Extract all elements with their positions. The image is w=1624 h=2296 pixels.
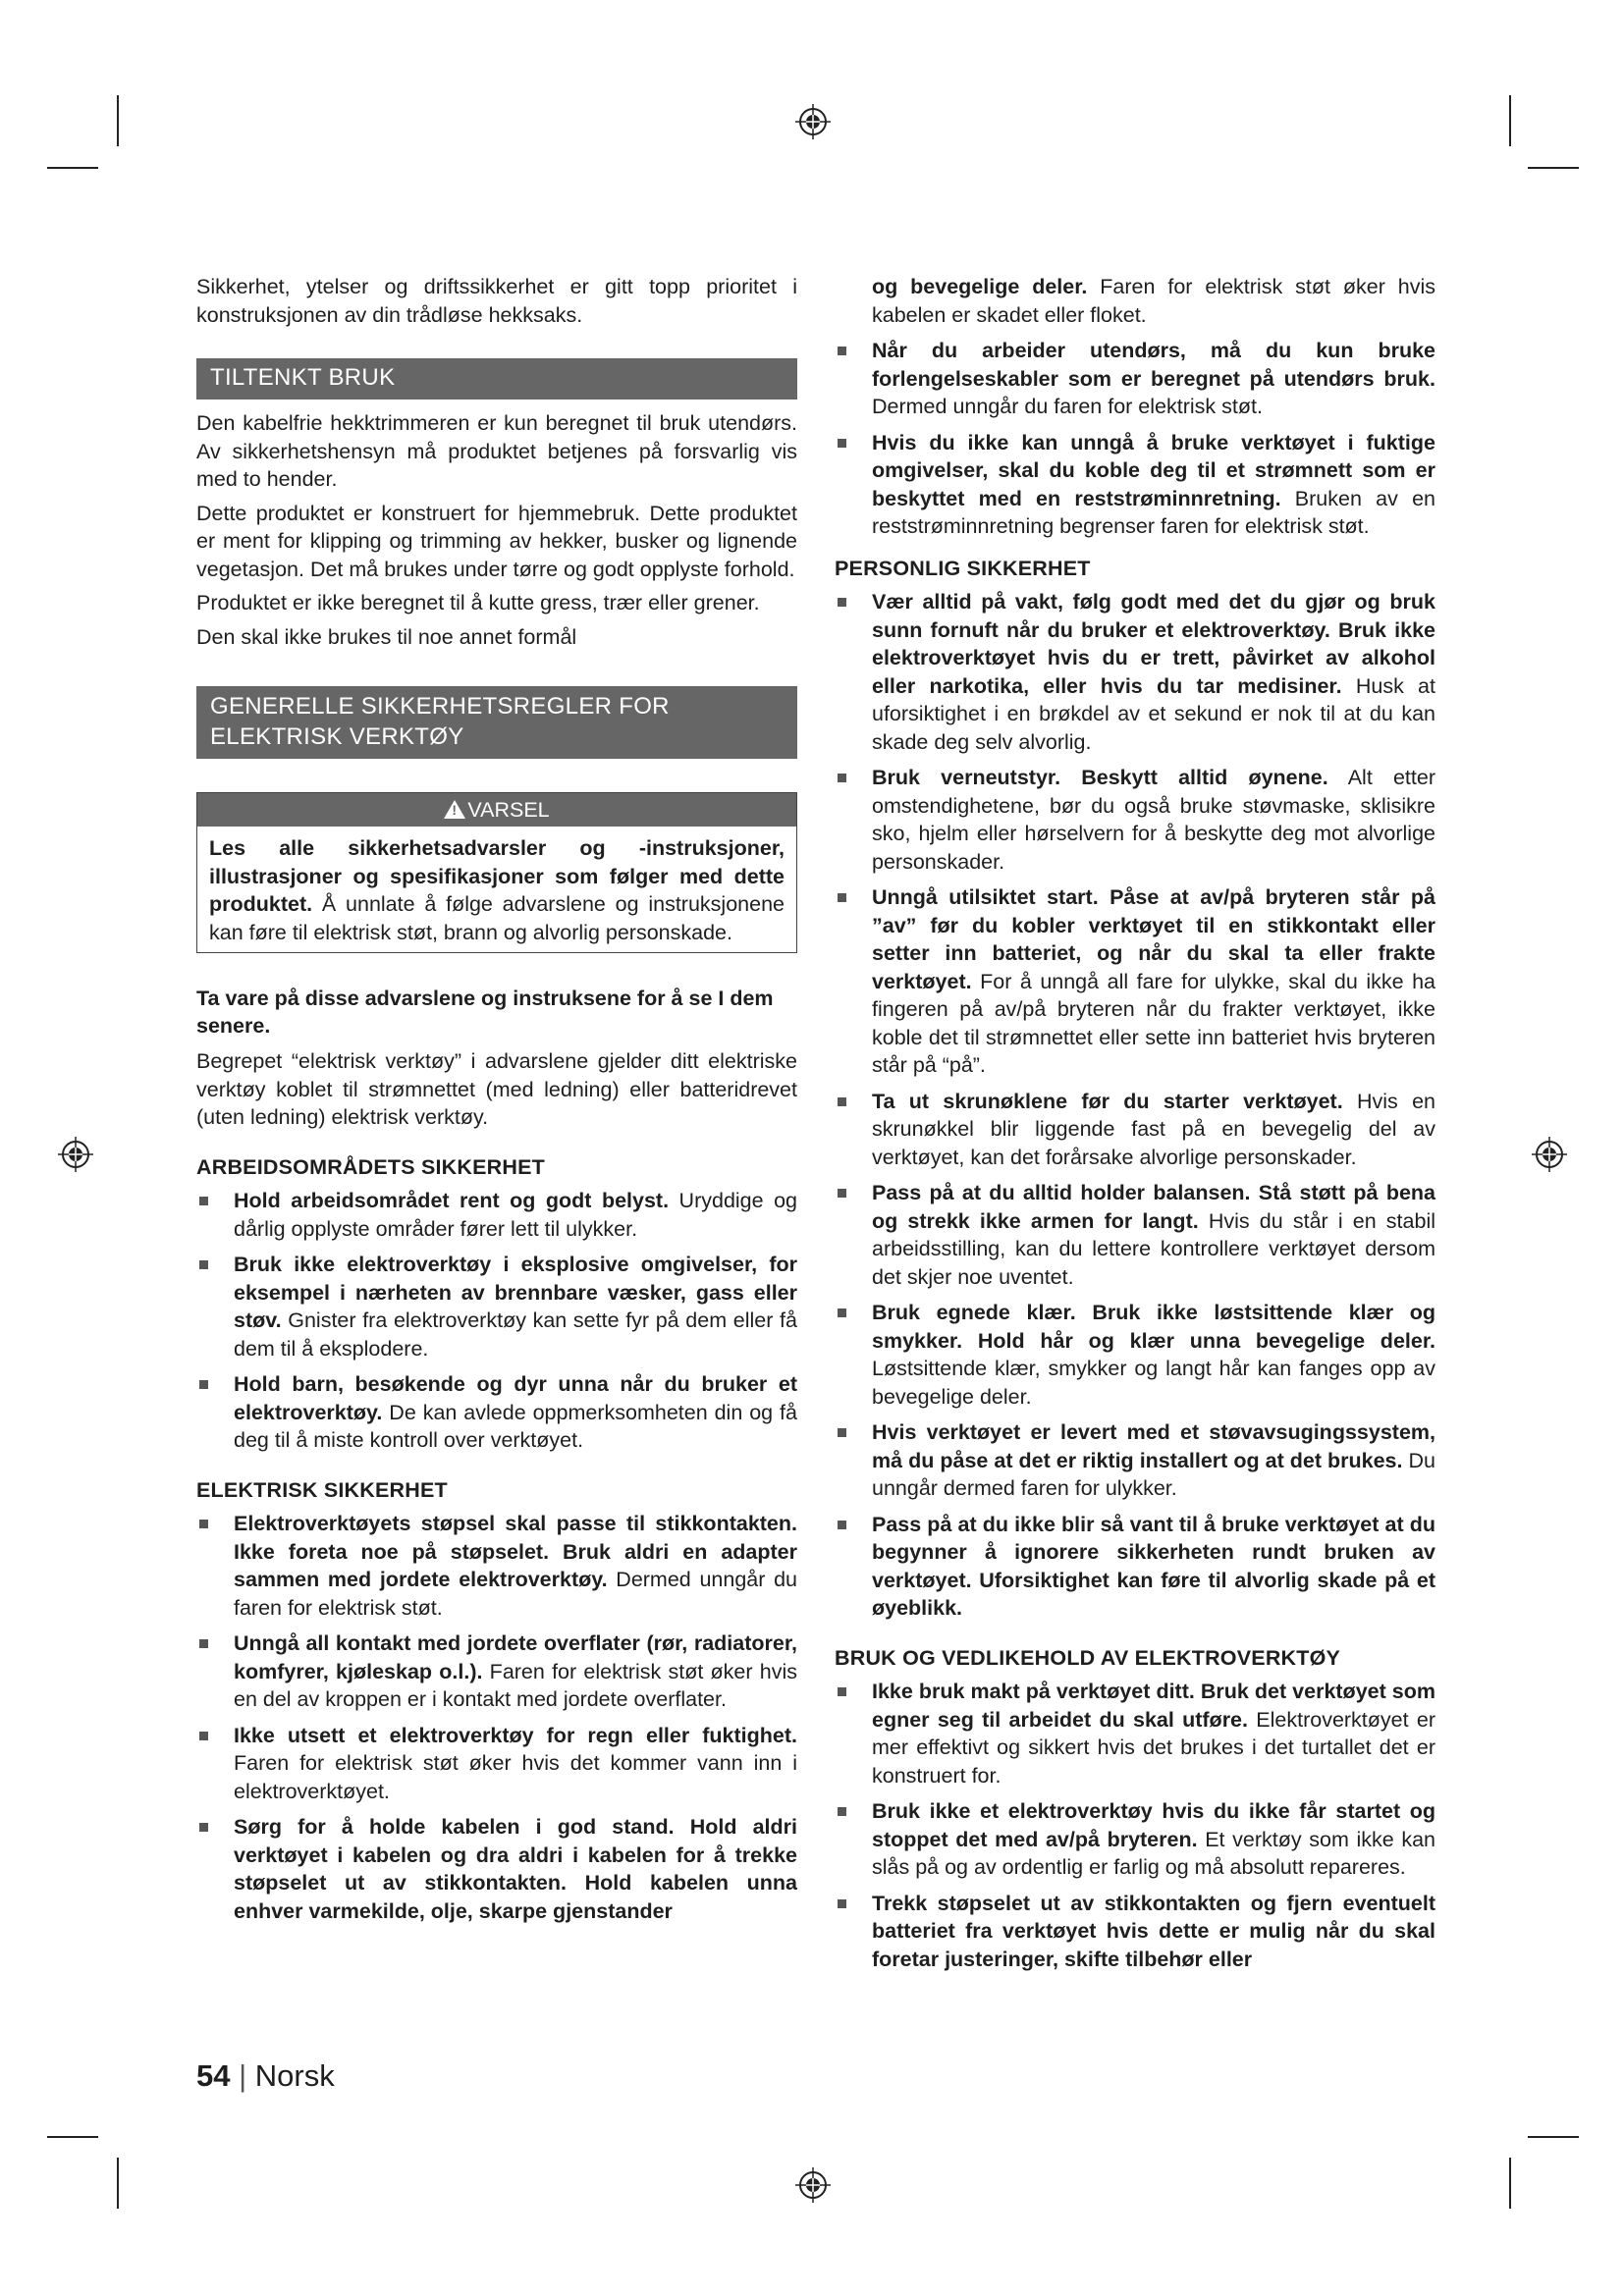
item-text: Hvis en skrunøkkel blir liggende fast på en bevegelig del av verktøyet, kan det forårsake alvorlige personskader. [872, 1089, 1436, 1169]
list-item [835, 1890, 1435, 1974]
bullet-square-icon [838, 439, 846, 448]
bullet-square-icon [838, 1899, 846, 1908]
list-item [835, 883, 1435, 1080]
item-text: Uryddige og dårlig opplyste områder fører lett til ulykker. [234, 1189, 797, 1241]
item-bold: Når du arbeider utendørs, må du kun bruke forlengelseskabler som er beregnet på utendørs bruk. [872, 339, 1435, 391]
item-bold: Ta ut skrunøklene før du starter verktøyet. [872, 1089, 1343, 1113]
list-item [835, 1299, 1435, 1411]
registration-mark-left-icon [56, 1135, 95, 1174]
crop-mark-bottom-left-h [47, 2136, 98, 2138]
bullet-square-icon [838, 1687, 846, 1696]
item-text: Husk at uforsiktighet i en brøkdel av et sekund er nok til at du kan skade deg selv alvorlig. [872, 673, 1435, 754]
personal-list [835, 588, 1435, 1623]
warning-icon-mark: ! [452, 802, 458, 818]
list-item [835, 1511, 1435, 1623]
item-bold: Trekk støpselet ut av stikkontakten og fjern eventuelt batteriet fra verktøyet hvis dette er mulig når du skal foretar justeringer, skifte tilbehør eller [872, 1891, 1435, 1971]
continued-paragraph [835, 273, 1435, 329]
electrical-list-continued [835, 337, 1435, 541]
item-bold: Sørg for å holde kabelen i god stand. Hold aldri verktøyet i kabelen og dra aldri i kabelen for å trekke støpselet ut av stikkontakten. Hold kabelen unna enhver varmekilde, olje, skarpe gjenstander [234, 1815, 797, 1923]
item-text: Bruken av en reststrøminnretning begrenser faren for elektrisk støt. [872, 486, 1435, 538]
warning-header [197, 793, 796, 827]
item-text: Alt etter omstendighetene, bør du også bruke støvmaske, sklisikre sko, hjelm eller hørselvern for å beskytte deg mot alvorlige personskader. [872, 766, 1435, 874]
list-item [196, 1722, 797, 1806]
keep-heading: Ta vare på disse advarslene og instruksene for å se I dem senere. [196, 987, 774, 1038]
crop-mark-top-right-h [1528, 167, 1579, 169]
item-text: Et verktøy som ikke kan slås på og av ordentlig er farlig og må absolutt repareres. [872, 1827, 1436, 1879]
list-item [196, 1187, 797, 1243]
bullet-square-icon [838, 1308, 846, 1317]
bullet-square-icon [199, 1823, 208, 1832]
item-text: Elektroverktøyet er mer effektivt og sikkert hvis det brukes i det turtallet det er konstruert for. [872, 1707, 1435, 1788]
item-bold: Elektroverktøyets støpsel skal passe til stikkontakten. Ikke foreta noe på støpselet. Bruk aldri en adapter sammen med jordete elektroverktøy. [234, 1512, 797, 1591]
item-bold: Hold barn, besøkende og dyr unna når du bruker et elektroverktøy. [234, 1372, 797, 1424]
warning-text: Å unnlate å følge advarslene og instruksjonene kan føre til elektrisk støt, brann og alvorlig personskade. [209, 892, 785, 944]
item-text: Løstsittende klær, smykker og langt hår kan fanges opp av bevegelige deler. [872, 1357, 1435, 1409]
item-text: Faren for elektrisk støt øker hvis en del av kroppen er i kontakt med jordete overflater. [234, 1659, 797, 1711]
item-text: De kan avlede oppmerksomheten din og få deg til å miste kontroll over verktøyet. [234, 1400, 797, 1452]
bullet-square-icon [838, 1189, 846, 1198]
crop-mark-bottom-right-h [1528, 2136, 1579, 2138]
list-item [196, 1510, 797, 1622]
bullet-square-icon [199, 1639, 208, 1648]
item-bold: Hold arbeidsområdet rent og godt belyst. [234, 1189, 670, 1212]
bullet-square-icon [838, 347, 846, 355]
list-item [835, 1797, 1435, 1882]
list-item [835, 337, 1435, 421]
subheading-work-area: ARBEIDSOMRÅDETS SIKKERHET [196, 1154, 545, 1179]
item-text: Du unngår dermed faren for ulykker. [872, 1448, 1435, 1500]
list-item [196, 1251, 797, 1362]
item-bold: Pass på at du alltid holder balansen. Stå støtt på bena og strekk ikke armen for langt. [872, 1181, 1435, 1233]
electrical-list [196, 1510, 797, 1925]
bullet-square-icon [838, 1097, 846, 1106]
crop-mark-top-right-v [1509, 95, 1511, 146]
heading-line: ELEKTRISK VERKTØY [210, 723, 464, 750]
bullet-square-icon [838, 1428, 846, 1437]
footer-language: Norsk [254, 2058, 335, 2093]
list-item [196, 1370, 797, 1455]
page-number: 54 [196, 2058, 231, 2093]
item-bold: Bruk ikke elektroverktøy i eksplosive omgivelser, for eksempel i nærheten av brennbare væsker, gass eller støv. [234, 1253, 797, 1332]
list-item [835, 588, 1435, 756]
intro-paragraph: Sikkerhet, ytelser og driftssikkerhet er gitt topp prioritet i konstruksjonen av din trådløse hekksaks. [196, 275, 797, 327]
work-area-list [196, 1187, 797, 1455]
item-text: Dermed unngår du faren for elektrisk støt. [872, 395, 1263, 418]
subheading-electrical: ELEKTRISK SIKKERHET [196, 1477, 448, 1502]
crop-mark-bottom-right-v [1509, 2158, 1511, 2209]
bullet-square-icon [199, 1520, 208, 1528]
right-column [835, 273, 1435, 1981]
bullet-square-icon [199, 1197, 208, 1205]
item-bold: Bruk ikke et elektroverktøy hvis du ikke får startet og stoppet det med av/på bryteren. [872, 1799, 1435, 1851]
subheading-maintenance: BRUK OG VEDLIKEHOLD AV ELEKTROVERKTØY [835, 1645, 1341, 1670]
item-bold: Bruk egnede klær. Bruk ikke løstsittende klær og smykker. Hold hår og klær unna bevegelige deler. [872, 1301, 1435, 1353]
bullet-square-icon [838, 1807, 846, 1816]
list-item [835, 1088, 1435, 1172]
list-item [835, 1678, 1435, 1789]
registration-mark-right-icon [1530, 1135, 1569, 1174]
item-bold: Hvis verktøyet er levert med et støvavsugingssystem, må du påse at det er riktig installert og at det brukes. [872, 1420, 1435, 1472]
section-heading-intended-use: TILTENKT BRUK [196, 358, 797, 400]
bullet-square-icon [838, 893, 846, 902]
item-bold: Unngå all kontakt med jordete overflater (rør, radiatorer, komfyrer, kjøleskap o.l.). [234, 1631, 797, 1683]
bullet-square-icon [199, 1260, 208, 1269]
bullet-square-icon [199, 1732, 208, 1740]
item-bold: Ikke bruk makt på verktøyet ditt. Bruk det verktøyet som egner seg til arbeidet du skal utføre. [872, 1680, 1435, 1732]
subheading-personal: PERSONLIG SIKKERHET [835, 556, 1091, 580]
bullet-square-icon [199, 1380, 208, 1389]
warning-title: VARSEL [467, 798, 550, 822]
registration-mark-bottom-icon [793, 2165, 833, 2205]
item-bold: Vær alltid på vakt, følg godt med det du gjør og bruk sunn fornuft når du bruker et elektroverktøy. Bruk ikke elektroverktøyet hvis du er trett, påvirket av alkohol eller narkotika, eller hvis du tar medisiner. [872, 590, 1435, 698]
item-bold: Bruk verneutstyr. Beskytt alltid øynene. [872, 766, 1328, 789]
page-footer [196, 2058, 335, 2094]
paragraph: Den skal ikke brukes til noe annet formål [196, 624, 577, 649]
crop-mark-top-left-v [117, 95, 119, 146]
item-bold: Hvis du ikke kan unngå å bruke verktøyet i fuktige omgivelser, skal du koble deg til et strømnett som er beskyttet med en reststrøminnretning. [872, 430, 1435, 510]
item-bold: Unngå utilsiktet start. Påse at av/på bryteren står på ”av” før du kobler verktøyet til en stikkontakt eller setter inn batteriet, og når du skal ta eller frakte verktøyet. [872, 885, 1435, 993]
bullet-square-icon [838, 774, 846, 782]
list-item [835, 429, 1435, 541]
maintenance-list [835, 1678, 1435, 1973]
list-item [835, 1418, 1435, 1503]
warning-triangle-icon [444, 800, 465, 819]
footer-separator: | [239, 2058, 247, 2093]
item-bold: og bevegelige deler. [872, 275, 1088, 298]
list-item [835, 1179, 1435, 1291]
item-text: Dermed unngår du faren for elektrisk støt. [234, 1568, 798, 1620]
item-text: Hvis du står i en stabil arbeidsstilling, kan du lettere kontrollere verktøyet dersom det skjer noe uventet. [872, 1208, 1435, 1289]
bullet-square-icon [838, 1521, 846, 1529]
paragraph: Begrepet “elektrisk verktøy” i advarslene gjelder ditt elektriske verktøy koblet til strømnettet (med ledning) eller batteridrevet (uten ledning) elektrisk verktøy. [196, 1049, 797, 1129]
list-item [196, 1629, 797, 1714]
bullet-square-icon [838, 598, 846, 607]
paragraph: Dette produktet er konstruert for hjemmebruk. Dette produktet er ment for klipping og trimming av hekker, busker og lignende vegetasjon. Det må brukes under tørre og godt opplyste forhold. [196, 501, 797, 581]
warning-box [196, 792, 797, 953]
paragraph: Produktet er ikke beregnet til å kutte gress, trær eller grener. [196, 591, 760, 614]
list-item [196, 1813, 797, 1925]
item-text: Faren for elektrisk støt øker hvis kabelen er skadet eller floket. [872, 275, 1435, 327]
heading-line: GENERELLE SIKKERHETSREGLER FOR [210, 693, 670, 720]
item-bold: Pass på at du ikke blir så vant til å bruke verktøyet at du begynner å ignorere sikkerheten rundt bruken av verktøyet. Uforsiktighet kan føre til alvorlig skade på et øyeblikk. [872, 1512, 1435, 1620]
item-text: Faren for elektrisk støt øker hvis det kommer vann inn i elektroverktøyet. [234, 1751, 797, 1803]
item-text: For å unngå all fare for ulykke, skal du ikke ha fingeren på av/på bryteren når du frakter verktøyet, ikke koble det til strømnettet eller sette inn batteriet hvis bryteren står på “på”. [872, 969, 1435, 1077]
item-bold: Ikke utsett et elektroverktøy for regn eller fuktighet. [234, 1723, 797, 1747]
item-text: Gnister fra elektroverktøy kan sette fyr på dem eller få dem til å eksplodere. [234, 1308, 797, 1361]
warning-body [197, 827, 796, 952]
paragraph: Den kabelfrie hekktrimmeren er kun beregnet til bruk utendørs. Av sikkerhetshensyn må produktet betjenes på forsvarlig vis med to hender. [196, 411, 797, 491]
crop-mark-bottom-left-v [117, 2158, 119, 2209]
left-column [196, 273, 797, 1933]
list-item [835, 764, 1435, 876]
registration-mark-top-icon [793, 102, 833, 141]
crop-mark-top-left-h [47, 167, 98, 169]
section-heading-general-rules [196, 686, 797, 759]
warning-bold-text: Les alle sikkerhetsadvarsler og -instruksjoner, illustrasjoner og spesifikasjoner som følger med dette produktet. [209, 836, 785, 916]
